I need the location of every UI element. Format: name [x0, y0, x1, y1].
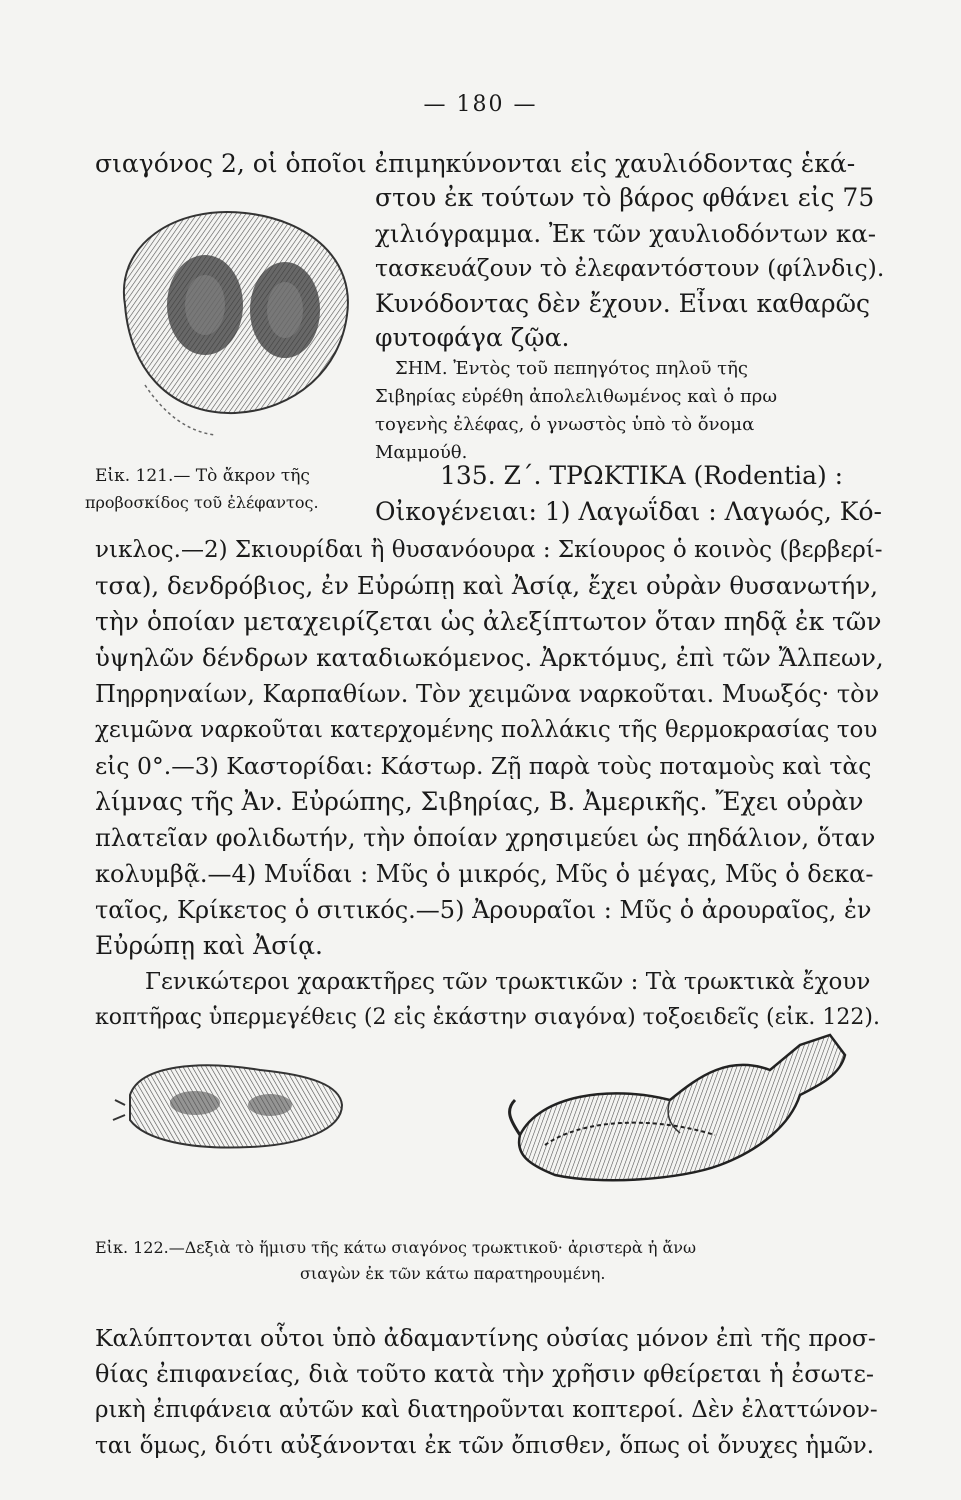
text-line: χιλιόγραμμα. Ἐκ τῶν χαυλιοδόντων κα-	[375, 219, 877, 248]
text-line: Κυνόδοντας δὲν ἔχουν. Εἶναι καθαρῶς	[375, 289, 871, 318]
figure-121-caption: Εἰκ. 121.— Τὸ ἄκρον τῆς	[95, 466, 310, 486]
note-line: Σιβηρίας εὑρέθη ἀπολελιθωμένος καὶ ὁ πρω	[375, 386, 778, 407]
figure-122-caption: Εἰκ. 122.—Δεξιὰ τὸ ἥμισυ τῆς κάτω σιαγόνος τρωκτικοῦ· ἀριστερὰ ἡ ἄνω	[95, 1238, 697, 1257]
figure-121-caption: προβοσκίδος τοῦ ἐλέφαντος.	[85, 493, 319, 512]
text-line: λίμνας τῆς Ἀν. Εὐρώπης, Σιβηρίας, Β. Ἀμερικῆς. Ἔχει οὐρὰν	[95, 787, 864, 816]
text-line: σιαγόνος 2, οἱ ὁποῖοι ἐπιμηκύνονται εἰς χαυλιόδοντας ἑκά-	[95, 149, 856, 178]
text-line: κολυμβᾷ.—4) Μυΐδαι : Μῦς ὁ μικρός, Μῦς ὁ μέγας, Μῦς ὁ δεκα-	[95, 860, 874, 888]
note-line: Μαμμούθ.	[375, 442, 468, 463]
elephant-trunk-tip-figure	[85, 185, 365, 450]
text-line: στου ἐκ τούτων τὸ βάρος φθάνει εἰς 75	[375, 183, 875, 212]
text-line: εἰς 0°.—3) Καστορίδαι: Κάστωρ. Ζῇ παρὰ τοὺς ποταμοὺς καὶ τὰς	[95, 752, 872, 780]
note-line: τογενὴς ἐλέφας, ὁ γνωστὸς ὑπὸ τὸ ὄνομα	[375, 414, 755, 435]
text-line: Γενικώτεροι χαρακτῆρες τῶν τρωκτικῶν : Τὰ τρωκτικὰ ἔχουν	[145, 969, 871, 995]
text-line: ται ὅμως, διότι αὐξάνονται ἐκ τῶν ὄπισθεν, ὅπως οἱ ὄνυχες ἡμῶν.	[95, 1433, 875, 1459]
upper-jaw-figure	[110, 1045, 350, 1165]
text-line: κοπτῆρας ὑπερμεγέθεις (2 εἰς ἑκάστην σιαγόνα) τοξοειδεῖς (εἰκ. 122).	[95, 1005, 880, 1030]
families-line: Οἰκογένειαι: 1) Λαγωΐδαι : Λαγωός, Κό-	[375, 497, 882, 526]
text-line: χειμῶνα ναρκοῦται κατερχομένης πολλάκις τῆς θερμοκρασίας του	[95, 717, 878, 743]
text-line: Καλύπτονται οὗτοι ὑπὸ ἀδαμαντίνης οὐσίας μόνον ἐπὶ τῆς προσ-	[95, 1324, 876, 1352]
text-line: ταῖος, Κρίκετος ὁ σιτικός.—5) Ἀρουραῖοι : Μῦς ὁ ἀρουραῖος, ἐν	[95, 896, 872, 924]
text-line: τὴν ὁποίαν μεταχειρίζεται ὡς ἀλεξίπτωτον ὅταν πηδᾷ ἐκ τῶν	[95, 607, 882, 636]
page-number: — 180 —	[423, 92, 538, 117]
figure-122-caption: σιαγὼν ἐκ τῶν κάτω παρατηρουμένη.	[300, 1264, 606, 1283]
text-line: θίας ἐπιφανείας, διὰ τοῦτο κατὰ τὴν χρῆσιν φθείρεται ἡ ἐσωτε-	[95, 1360, 874, 1388]
text-line: νικλος.—2) Σκιουρίδαι ἢ θυσανόουρα : Σκίουρος ὁ κοινὸς (βερβερί-	[95, 537, 883, 563]
text-line: φυτοφάγα ζῷα.	[375, 323, 570, 352]
text-line: τασκευάζουν τὸ ἐλεφαντόστουν (φίλνδις).	[375, 254, 885, 282]
text-line: Εὐρώπῃ καὶ Ἀσίᾳ.	[95, 931, 323, 960]
text-line: τσα), δενδρόβιος, ἐν Εὐρώπῃ καὶ Ἀσίᾳ, ἔχει οὐρὰν θυσανωτήν,	[95, 571, 879, 600]
section-heading: 135. Ζ΄. ΤΡΩΚΤΙΚΑ (Rodentia) :	[440, 461, 844, 490]
lower-jaw-figure	[500, 1015, 880, 1215]
note-line: ΣΗΜ. Ἐντὸς τοῦ πεπηγότος πηλοῦ τῆς	[395, 358, 748, 379]
text-line: ρικὴ ἐπιφάνεια αὐτῶν καὶ διατηροῦνται κοπτεροί. Δὲν ἐλαττώνον-	[95, 1397, 878, 1423]
text-line: πλατεῖαν φολιδωτήν, τὴν ὁποίαν χρησιμεύει ὡς πηδάλιον, ὅταν	[95, 824, 876, 852]
text-line: Πηρρηναίων, Καρπαθίων. Τὸν χειμῶνα ναρκοῦται. Μυωξός· τὸν	[95, 680, 880, 708]
text-line: ὑψηλῶν δένδρων καταδιωκόμενος. Ἀρκτόμυς, ἐπὶ τῶν Ἄλπεων,	[95, 643, 884, 672]
